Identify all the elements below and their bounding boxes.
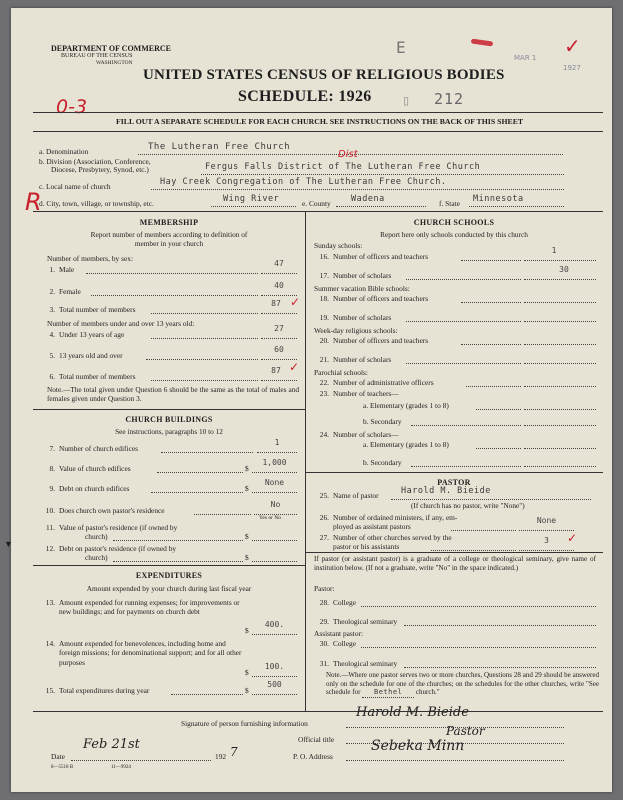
form-title: UNITED STATES CENSUS OF RELIGIOUS BODIES: [143, 67, 505, 83]
red-r-mark: R: [25, 188, 42, 216]
pastor-title: PASTOR: [437, 478, 471, 487]
q8-label: 8. Value of church edifices: [49, 464, 131, 473]
q17-value: 30: [559, 265, 569, 274]
division-label-2: Diocese, Presbytery, Synod, etc.): [51, 165, 149, 174]
q18-field: [524, 293, 596, 303]
year-value: 7: [230, 745, 238, 759]
sunday-schools-label: Sunday schools:: [314, 241, 363, 250]
q21-label: 21. Number of scholars: [319, 355, 392, 364]
membership-intro-2: member in your church: [134, 239, 204, 248]
q24b-label: b. Secondary: [363, 458, 402, 467]
q12-label-2: church): [85, 553, 108, 562]
instruction-line: FILL OUT A SEPARATE SCHEDULE FOR EACH CHURCH. SEE INSTRUCTIONS ON THE BACK OF THIS SHEET: [116, 117, 524, 126]
parochial-schools-label: Parochial schools:: [314, 368, 368, 377]
q5-label: 5. 13 years old and over: [49, 351, 123, 360]
q16-value: 1: [551, 246, 557, 255]
q15-value: 500: [267, 680, 282, 689]
q26-label: 26. Number of ordained ministers, if any, em-: [319, 513, 458, 522]
instruction-rule: [33, 131, 603, 132]
expenditures-title: EXPENDITURES: [135, 571, 203, 580]
q29-field: [404, 616, 596, 626]
members-by-age-label: Number of members under and over 13 years old:: [47, 319, 195, 328]
q17-label: 17. Number of scholars: [319, 271, 392, 280]
date-stamp-year: 1927: [563, 64, 581, 72]
q27-red-check-icon: ✓: [567, 531, 578, 545]
q3-label: 3. Total number of members: [49, 305, 136, 314]
buildings-title: CHURCH BUILDINGS: [125, 415, 213, 424]
stamp-letter: E: [396, 38, 406, 57]
q30-label: 30. College: [319, 639, 356, 648]
q2-value: 40: [274, 281, 284, 290]
q10-value: No: [270, 500, 281, 509]
print-number: 11—9924: [111, 765, 131, 770]
q4-value: 27: [274, 324, 284, 333]
q30-field: [361, 638, 596, 648]
q31-label: 31. Theological seminary: [319, 659, 398, 668]
membership-title: MEMBERSHIP: [139, 218, 199, 227]
q23a-field: [524, 400, 596, 410]
q23b-field: [524, 416, 596, 426]
address-value: Sebeka Minn: [371, 738, 465, 754]
footer-rule: [33, 711, 603, 712]
pastor-note-value: Bethel: [362, 688, 414, 698]
q4-label: 4. Under 13 years of age: [49, 330, 125, 339]
red-code: 0-3: [56, 96, 88, 118]
q5-value: 60: [274, 345, 284, 354]
q27-label: 27. Number of other churches served by the: [319, 533, 452, 542]
q25-note: (If church has no pastor, write "None"): [411, 501, 525, 510]
q24-label: 24. Number of scholars—: [319, 430, 399, 439]
q23b-label: b. Secondary: [363, 417, 402, 426]
denomination-label: a. Denomination: [39, 147, 89, 156]
division-label: b. Division (Association, Conference,: [39, 157, 151, 166]
q1-value: 47: [274, 259, 284, 268]
bureau-label: BUREAU OF THE CENSUS: [61, 53, 133, 59]
q27-label-2: pastor or his assistants: [333, 542, 400, 551]
city-label: WASHINGTON: [96, 60, 133, 66]
date-label: Date: [51, 752, 65, 761]
q24a-field: [524, 439, 596, 449]
official-title-label: Official title: [298, 735, 335, 744]
q9-label: 9. Debt on church edifices: [49, 484, 130, 493]
q18-label: 18. Number of officers and teachers: [319, 294, 429, 303]
buildings-intro: See instructions, paragraphs 10 to 12: [115, 427, 223, 436]
red-mark-icon: [471, 38, 493, 46]
stamp-number: 212: [434, 90, 465, 108]
q7-label: 7. Number of church edifices: [49, 444, 139, 453]
q22-field: [524, 377, 596, 387]
yes-no-caption: Yes or No: [259, 515, 282, 521]
header-rule: [33, 112, 603, 113]
pastor-education-label: Pastor:: [314, 584, 335, 593]
q25-value: Harold M. Bieide: [401, 486, 491, 496]
q23a-label: a. Elementary (grades 1 to 8): [363, 401, 449, 410]
weekday-schools-label: Week-day religious schools:: [314, 326, 398, 335]
q3-red-check-icon: ✓: [290, 295, 301, 309]
division-value: Fergus Falls District of The Lutheran Free Church: [205, 162, 481, 172]
center-divider: [305, 211, 306, 711]
q6-value: 87: [271, 366, 281, 375]
pastor-rule: [305, 472, 603, 473]
q13-value: 400.: [264, 620, 285, 629]
q26-label-2: ployed as assistant pastors: [333, 522, 411, 531]
q11-label: 11. Value of pastor's residence (if owned by: [46, 523, 178, 532]
q11-field: [252, 531, 297, 541]
date-field: [71, 751, 211, 761]
q26-value: None: [536, 516, 557, 525]
expenditures-rule: [33, 565, 305, 566]
assistant-education-label: Assistant pastor:: [314, 629, 364, 638]
q25-label: 25. Name of pastor: [319, 491, 379, 500]
q3-value: 87: [271, 299, 281, 308]
q12-field: [252, 552, 297, 562]
q9-value: None: [264, 478, 285, 487]
department-label: DEPARTMENT OF COMMERCE: [51, 44, 172, 53]
q24b-field: [524, 457, 596, 467]
q7-value: 1: [274, 438, 280, 447]
red-check-icon: ✓: [564, 34, 581, 58]
q24a-label: a. Elementary (grades 1 to 8): [363, 440, 449, 449]
q28-label: 28. College: [319, 598, 356, 607]
membership-intro: Report number of members according to definition of: [90, 230, 248, 239]
county-value: Wadena: [351, 194, 385, 204]
q23-label: 23. Number of teachers—: [319, 389, 399, 398]
pastor-note: Note.—Where one pastor serves two or more churches, Questions 28 and 29 should be answered only on the schedule for one of the churches; on the schedules for the other churches, write "See schedule for Bethel church.": [326, 671, 599, 697]
date-value: Feb 21st: [83, 737, 140, 752]
summer-schools-label: Summer vacation Bible schools:: [314, 284, 410, 293]
stamp-mark-icon: ▯: [403, 95, 410, 107]
q28-field: [361, 597, 596, 607]
q29-label: 29. Theological seminary: [319, 617, 398, 626]
q6-red-check-icon: ✓: [289, 360, 300, 374]
q12-label: 12. Debt on pastor's residence (if owned by: [45, 544, 177, 553]
q1-label: 1. Male: [49, 265, 75, 274]
schools-title: CHURCH SCHOOLS: [413, 218, 495, 227]
local-name-value: Hay Creek Congregation of The Lutheran Free Church.: [160, 177, 447, 187]
schools-intro: Report here only schools conducted by this church: [380, 230, 528, 239]
signature-label: Signature of person furnishing information: [181, 719, 308, 728]
q14-label: Amount expended for benevolences, including home and foreign missions; for denominational support; and for all other purposes: [59, 639, 242, 667]
q6-label: 6. Total number of members: [49, 372, 136, 381]
margin-pointer-icon: ▼: [4, 539, 13, 549]
expenditures-intro: Amount expended by your church during last fiscal year: [86, 584, 252, 593]
city-field-label: d. City, town, village, or township, etc.: [39, 199, 154, 208]
q21-field: [524, 354, 596, 364]
state-value: Minnesota: [473, 194, 524, 204]
city-value: Wing River: [223, 194, 280, 204]
official-title-value: Pastor: [446, 724, 485, 738]
q2-label: 2. Female: [49, 287, 81, 296]
division-correction: Dist: [338, 149, 358, 160]
signature-value: Harold M. Bieide: [356, 705, 469, 720]
membership-note: Note.—The total given under Question 6 should be the same as the total of males and females given under Question 3.: [47, 385, 299, 403]
year-prefix: 192: [215, 752, 227, 761]
denomination-value: The Lutheran Free Church: [148, 142, 291, 152]
q22-label: 22. Number of administrative officers: [319, 378, 434, 387]
local-name-label: c. Local name of church: [39, 182, 111, 191]
q16-label: 16. Number of officers and teachers: [319, 252, 429, 261]
census-schedule-page: DEPARTMENT OF COMMERCE BUREAU OF THE CENSUS WASHINGTON UNITED STATES CENSUS OF RELIGIOUS BODIES SCHEDULE: 1926 E ▯ 212 MAR 1 1927 ✓ 0-3 R FILL OUT A SEPARATE SCHEDULE FOR EACH CHURCH. SEE INSTRUCTIONS ON THE BACK OF THIS SHEET a. Denomination The Lutheran Free Church b. Division (Association, Conference, Diocese, Presbytery, Synod, etc.) Fergus Falls District of The Lutheran Free Church Dist c. Local name of church Hay Creek Congregation of The Lutheran Free Church. d. City, town, village, or township, etc. Wing River e. County Wadena f. State Minnesota MEMBERSHIP Report number of members according to definition of member in your church Number of members, by sex: 1. Male 47 2. Female 40 3. Total number of members 87 ✓ Number of members under and over 13 years old: 4. Under 13 years of age 27 5. 13 years old and over 60 6. Total number of members 87 ✓ Note.—The total given under Question 6 should be the same as the total of males and females given under Question 3. CHURCH BUILDINGS See instructions, paragraphs 10 to 12 7. Number of church edifices 1 8. Value of church edifices $ 1,000 9. Debt on church edifices $ None 10. Does church own pastor's residence No Yes or No 11. Value of pastor's residence (if owned by church) $ ▼ 12. Debt on pastor's residence (if owned by church) $ EXPENDITURES Amount expended by your church during last fiscal year 13. Amount expended for running expenses; for improvements or new buildings; and for payments on church debt $ 400. 14. Amount expended for benevolences, including home and foreign missions; for denominational support; and for all other purposes $ 100. 15. Total expenditures during year $ 500 CHURCH SCHOOLS Report here only schools conducted by this church Sunday schools: 16. Number of officers and teachers 1 17. Number of scholars 30 Summer vacation Bible schools: 18. Number of officers and teachers 19. Number of scholars Week-day religious schools: 20. Number of officers and teachers 21. Number of scholars Parochial schools: 22. Number of administrative officers 23. Number of teachers— a. Elementary (grades 1 to 8) b. Secondary 24. Number of scholars— a. Elementary (grades 1 to 8) b. Secondary PASTOR 25. Name of pastor Harold M. Bieide (If church has no pastor, write "None") 26. Number of ordained ministers, if any, em- ployed as assistant pastors None 27. Number of other churches served by the pastor or his assistants 3 ✓ If pastor (or assistant pastor) is a graduate of a college or theological seminary, give name of institution below. (If not a graduate, write "No" in the space indicated.) Pastor: 28. College 29. Theological seminary Assistant pastor: 30. College 31. Theological seminary Note.—Where one pastor serves two or more churches, Questions 28 and 29 should be answered only on the schedule for one of the churches; on the schedules for the other churches, write "See schedule for Bethel church." Signature of person furnishing information Harold M. Bieide Official title Pastor P. O. Address Sebeka Minn Date Feb 21st 192 7 8—5518 B 11—9924: [11, 8, 612, 792]
state-label: f. State: [439, 199, 460, 208]
form-number: 8—5518 B: [51, 765, 74, 770]
date-stamp-month: MAR 1: [514, 54, 537, 62]
q19-field: [524, 312, 596, 322]
buildings-rule: [33, 409, 305, 410]
q13-label: Amount expended for running expenses; for improvements or new buildings; and for payments on church debt: [59, 598, 240, 617]
college-note: If pastor (or assistant pastor) is a graduate of a college or theological seminary, give name of institution below. (If not a graduate, write "No" in the space indicated.): [314, 555, 596, 572]
q11-label-2: church): [85, 532, 108, 541]
q10-label: 10. Does church own pastor's residence: [45, 506, 165, 515]
address-label: P. O. Address: [293, 752, 333, 761]
q27-value: 3: [544, 536, 549, 545]
members-by-sex-label: Number of members, by sex:: [47, 254, 133, 263]
q31-field: [404, 658, 596, 668]
schedule-title: SCHEDULE: 1926: [238, 88, 372, 105]
q15-label: 15. Total expenditures during year: [45, 686, 150, 695]
q20-field: [524, 335, 596, 345]
body-top-rule: [33, 211, 603, 212]
q19-label: 19. Number of scholars: [319, 313, 392, 322]
county-label: e. County: [302, 199, 331, 208]
q14-value: 100.: [264, 662, 285, 671]
q8-value: 1,000: [262, 458, 287, 467]
q20-label: 20. Number of officers and teachers: [319, 336, 429, 345]
